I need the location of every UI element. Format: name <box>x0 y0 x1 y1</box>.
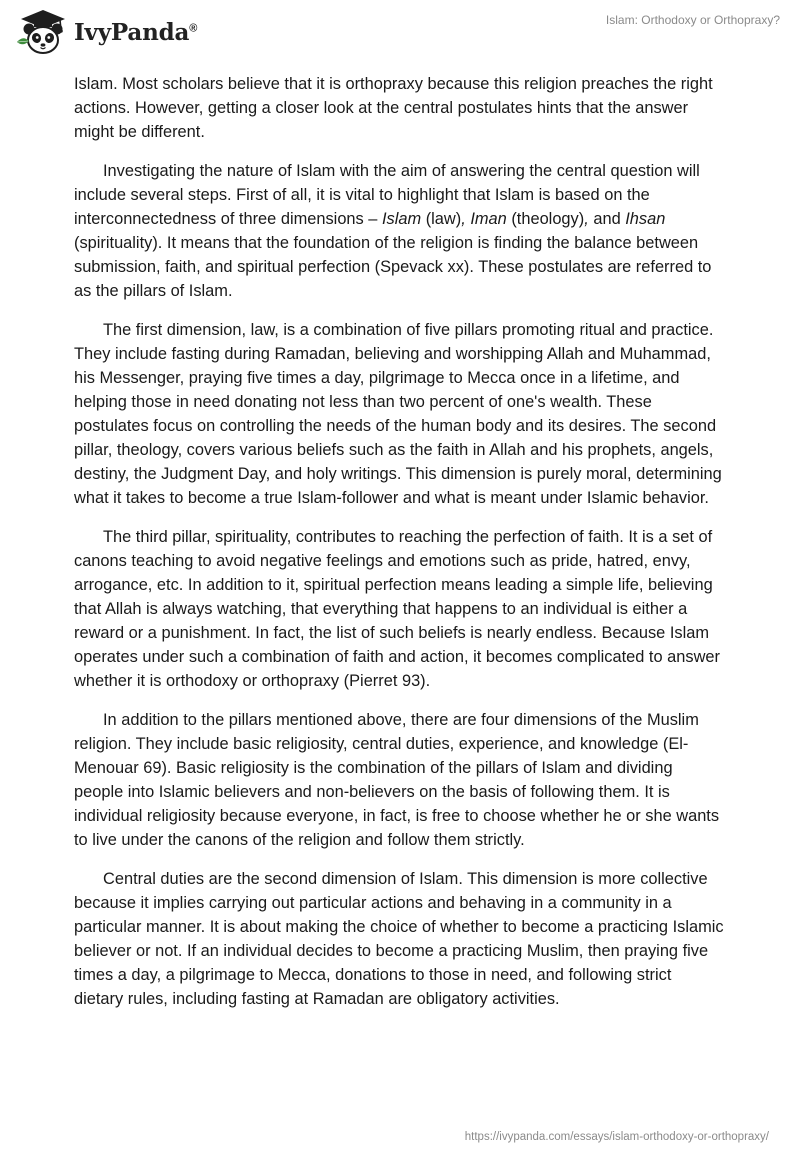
essay-body <box>74 72 724 1026</box>
text-run: Investigating the nature of Islam with the aim of answering the central question will include several steps. First of all, it is vital to highlight that Islam is based on the interconnectedness of three dimensions – <box>74 162 700 228</box>
registered-mark: ® <box>189 21 198 34</box>
italic-term-iman: , Iman <box>461 210 507 228</box>
paragraph-4: The third pillar, spirituality, contributes to reaching the perfection of faith. It is a set of canons teaching to avoid negative feelings and emotions such as pride, hatred, envy, arrogance, etc. In addition to it, spiritual perfection means leading a simple life, believing that Allah is always watching, that everything that happens to an individual is either a reward or a punishment. In fact, the list of such beliefs is nearly endless. Because Islam operates under such a combination of faith and action, it becomes complicated to answer whether it is orthodoxy or orthopraxy (Pierret 93). <box>74 528 720 690</box>
panda-graduate-icon <box>14 8 72 56</box>
paragraph-2 <box>74 159 724 303</box>
italic-term-ihsan: Ihsan <box>625 210 666 228</box>
source-url[interactable]: https://ivypanda.com/essays/islam-orthodoxy-or-orthopraxy/ <box>464 1131 769 1143</box>
text-run: (theology) <box>506 210 585 228</box>
paragraph-3: The first dimension, law, is a combination of five pillars promoting ritual and practice. They include fasting during Ramadan, believing and worshipping Allah and Muhammad, his Messenger, praying five times a day, pilgrimage to Mecca once in a lifetime, and helping those in need donating not less than two percent of one's wealth. These postulates focus on controlling the needs of the human body and its desires. The second pillar, theology, covers various beliefs such as the faith in Allah and his prophets, angels, destiny, the Judgment Day, and holy writings. This dimension is purely moral, determining what it takes to become a true Islam-follower and what is meant under Islamic behavior. <box>74 321 722 507</box>
text-run: (law) <box>421 210 462 228</box>
italic-term-islam: Islam <box>381 210 422 228</box>
page-header <box>0 0 800 62</box>
paragraph-5: In addition to the pillars mentioned above, there are four dimensions of the Muslim religion. They include basic religiosity, central duties, experience, and knowledge (El-Menouar 69). Basic religiosity is the combination of the pillars of Islam and dividing people into Islamic believers and non-believers on the basis of following them. It is individual religiosity because everyone, in fact, is free to choose whether he or she wants to live under the canons of the religion and follow them strictly. <box>74 711 720 849</box>
italic-comma: , <box>584 210 589 228</box>
brand-label: IvyPanda <box>74 18 190 46</box>
paragraph-1: Islam. Most scholars believe that it is orthopraxy because this religion preaches the right actions. However, getting a closer look at the central postulates hints that the answer might be different. <box>74 75 713 141</box>
text-run: and <box>588 210 626 228</box>
paragraph-6: Central duties are the second dimension of Islam. This dimension is more collective because it implies carrying out particular actions and behaving in a community in a particular manner. It is about making the choice of whether to become a practicing Islamic believer or not. If an individual decides to become a practicing Muslim, then praying five times a day, a pilgrimage to Mecca, donations to those in need, and following strict dietary rules, including fasting at Ramadan are obligatory activities. <box>74 870 724 1008</box>
ivypanda-logo[interactable] <box>14 8 197 56</box>
brand-name <box>74 19 197 46</box>
document-title: Islam: Orthodoxy or Orthopraxy? <box>605 13 780 27</box>
text-run: (spirituality). It means that the foundation of the religion is finding the balance between submission, faith, and spiritual perfection (Spevack xx). These postulates are referred to as the pillars of Islam. <box>74 234 712 300</box>
